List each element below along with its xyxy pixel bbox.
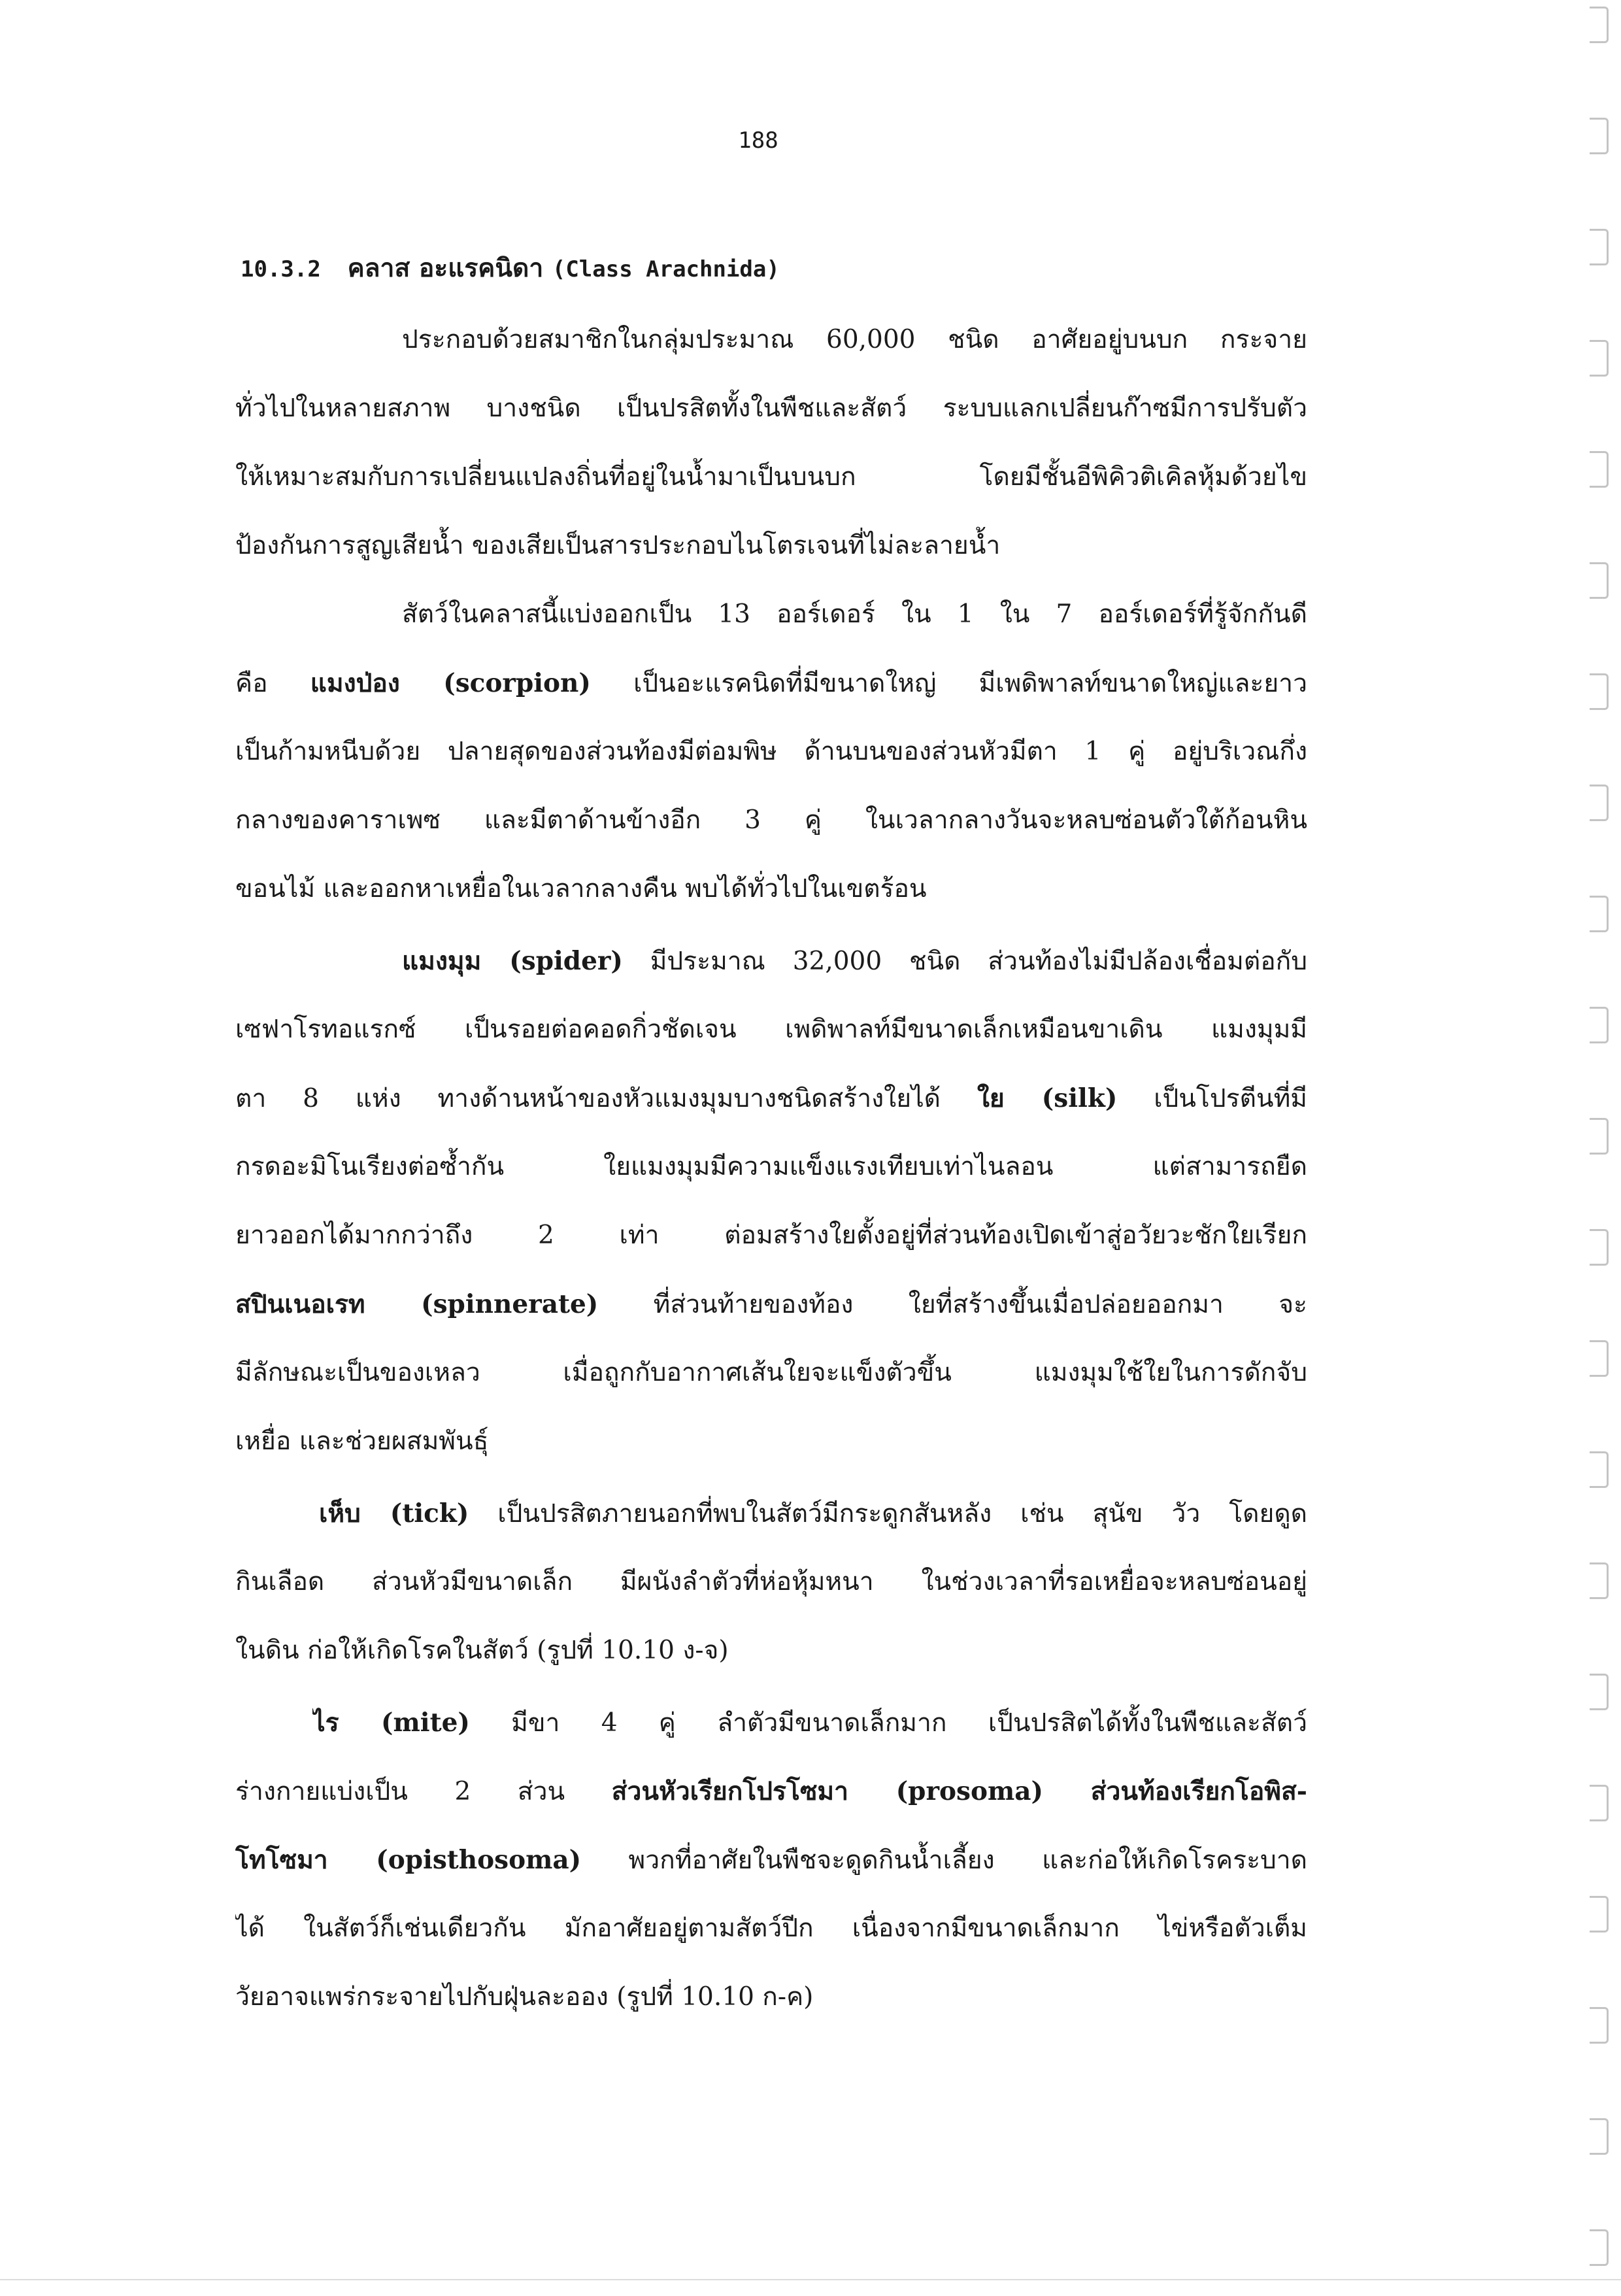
- paragraph-3-line-8: เหยื่อ และช่วยผสมพันธุ์: [235, 1427, 489, 1456]
- text-segment: ร่างกายแบ่งเป็น 2 ส่วน: [235, 1777, 565, 1806]
- term-scorpion: แมงป่อง (scorpion): [310, 668, 591, 698]
- binder-hole: [1590, 340, 1609, 377]
- term-prosoma: ส่วนหัวเรียกโปรโซมา (prosoma) ส่วนท้องเรียกโอพิส-: [611, 1776, 1307, 1806]
- text-segment: เป็นปรสิตภายนอกที่พบในสัตว์มีกระดูกสันหลัง เช่น สุนัข วัว โดยดูด: [497, 1499, 1307, 1528]
- binder-hole: [1590, 1229, 1609, 1266]
- term-mite: ไร (mite): [312, 1708, 470, 1738]
- paragraph-2-line-5: ขอนไม้ และออกหาเหยื่อในเวลากลางคืน พบได้ทั่วไปในเขตร้อน: [235, 874, 927, 903]
- paragraph-4-line-3: ในดิน ก่อให้เกิดโรคในสัตว์ (รูปที่ 10.10 ง-จ): [235, 1636, 729, 1665]
- binder-hole: [1590, 673, 1609, 710]
- binder-hole: [1590, 562, 1609, 599]
- section-title-thai: คลาส อะแรคนิดา: [347, 253, 544, 283]
- text-segment: เป็นโปรตีนที่มี: [1154, 1084, 1307, 1113]
- text-segment: ตา 8 แห่ง ทางด้านหน้าของหัวแมงมุมบางชนิดสร้างใยได้: [235, 1084, 941, 1113]
- section-heading: [241, 248, 1312, 288]
- paragraph-5-line-4: ได้ ในสัตว์ก็เช่นเดียวกัน มักอาศัยอยู่ตามสัตว์ปีก เนื่องจากมีขนาดเล็กมาก ไข่หรือตัวเต็ม: [235, 1914, 1307, 1943]
- binder-hole: [1590, 451, 1609, 488]
- binder-hole: [1590, 896, 1609, 932]
- binder-hole: [1590, 1451, 1609, 1488]
- binder-hole: [1590, 785, 1609, 821]
- paragraph-3-line-2: เซฟาโรทอแรกซ์ เป็นรอยต่อคอดกิ่วชัดเจน เพดิพาลท์มีขนาดเล็กเหมือนขาเดิน แมงมุมมี: [235, 1015, 1307, 1044]
- binder-hole: [1590, 1340, 1609, 1377]
- term-opisthosoma: โทโซมา (opisthosoma): [235, 1845, 582, 1875]
- paragraph-4-line-2: กินเลือด ส่วนหัวมีขนาดเล็ก มีผนังลำตัวที่ห่อหุ้มหนา ในช่วงเวลาที่รอเหยื่อจะหลบซ่อนอยู่: [235, 1567, 1307, 1596]
- section-number: 10.3.2: [241, 256, 321, 282]
- paragraph-3-line-4: กรดอะมิโนเรียงต่อซ้ำกัน ใยแมงมุมมีความแข็งแรงเทียบเท่าไนลอน แต่สามารถยืด: [235, 1152, 1307, 1181]
- binder-hole: [1590, 2118, 1609, 2155]
- term-tick: เห็บ (tick): [319, 1498, 469, 1528]
- binder-hole: [1590, 229, 1609, 265]
- paragraph-3-line-6: [235, 1285, 1307, 1324]
- paragraph-5-line-1: [312, 1703, 1307, 1742]
- paragraph-5-line-5: วัยอาจแพร่กระจายไปกับฝุ่นละออง (รูปที่ 10.10 ก-ค): [235, 1982, 814, 2012]
- binder-hole: [1590, 1007, 1609, 1043]
- paragraph-1-line-2: ทั่วไปในหลายสภาพ บางชนิด เป็นปรสิตทั้งในพืชและสัตว์ ระบบแลกเปลี่ยนก๊าซมีการปรับตัว: [235, 394, 1307, 423]
- paragraph-4-line-1: [319, 1494, 1307, 1533]
- text-segment: เป็นอะแรคนิดที่มีขนาดใหญ่ มีเพดิพาลท์ขนาดใหญ่และยาว: [633, 669, 1307, 698]
- binder-hole: [1590, 1785, 1609, 1821]
- text-segment: พวกที่อาศัยในพืชจะดูดกินน้ำเลี้ยง และก่อให้เกิดโรคระบาด: [628, 1846, 1307, 1875]
- paragraph-2-line-4: กลางของคาราเพซ และมีตาด้านข้างอีก 3 คู่ ในเวลากลางวันจะหลบซ่อนตัวใต้ก้อนหิน: [235, 805, 1307, 835]
- scan-edge-line: [0, 2279, 1621, 2280]
- paragraph-3-line-7: มีลักษณะเป็นของเหลว เมื่อถูกกับอากาศเส้นใยจะแข็งตัวขึ้น แมงมุมใช้ใยในการดักจับ: [235, 1358, 1307, 1387]
- paragraph-1-line-1: ประกอบด้วยสมาชิกในกลุ่มประมาณ 60,000 ชนิด อาศัยอยู่บนบก กระจาย: [402, 325, 1307, 354]
- binder-hole: [1590, 1896, 1609, 1933]
- paragraph-2-line-2: [235, 664, 1307, 703]
- page-number: 188: [738, 127, 778, 154]
- paragraph-5-line-3: [235, 1840, 1307, 1880]
- text-segment: มีขา 4 คู่ ลำตัวมีขนาดเล็กมาก เป็นปรสิตได้ทั้งในพืชและสัตว์: [511, 1708, 1307, 1738]
- paragraph-1-line-3: ให้เหมาะสมกับการเปลี่ยนแปลงถิ่นที่อยู่ในน้ำมาเป็นบนบก โดยมีชั้นอีพิคิวติเคิลหุ้มด้วยไข: [235, 462, 1307, 492]
- paragraph-5-line-2: [235, 1772, 1307, 1811]
- binder-hole: [1590, 1674, 1609, 1710]
- term-spider: แมงมุม (spider): [402, 946, 623, 976]
- paragraph-3-line-1: [402, 941, 1307, 981]
- binder-holes: [1580, 0, 1621, 2296]
- paragraph-3-line-3: [235, 1079, 1307, 1118]
- term-silk: ใย (silk): [977, 1083, 1118, 1113]
- paragraph-3-line-5: ยาวออกได้มากกว่าถึง 2 เท่า ต่อมสร้างใยตั้งอยู่ที่ส่วนท้องเปิดเข้าสู่อวัยวะชักใยเรียก: [235, 1221, 1307, 1250]
- section-title-english: (Class Arachnida): [552, 256, 780, 282]
- binder-hole: [1590, 1118, 1609, 1155]
- binder-hole: [1590, 1562, 1609, 1599]
- binder-hole: [1590, 118, 1609, 154]
- text-segment: ที่ส่วนท้ายของท้อง ใยที่สร้างขึ้นเมื่อปล่อยออกมา จะ: [653, 1290, 1307, 1319]
- binder-hole: [1590, 7, 1609, 43]
- term-spinnerate: สปินเนอเรท (spinnerate): [235, 1289, 599, 1319]
- text-segment: มีประมาณ 32,000 ชนิด ส่วนท้องไม่มีปล้องเชื่อมต่อกับ: [650, 947, 1307, 976]
- text-segment: คือ: [235, 669, 268, 698]
- paragraph-1-line-4: ป้องกันการสูญเสียน้ำ ของเสียเป็นสารประกอบไนโตรเจนที่ไม่ละลายน้ำ: [235, 531, 1001, 560]
- paragraph-2-line-3: เป็นก้ามหนีบด้วย ปลายสุดของส่วนท้องมีต่อมพิษ ด้านบนของส่วนหัวมีตา 1 คู่ อยู่บริเวณกึ่ง: [235, 737, 1307, 766]
- binder-hole: [1590, 2229, 1609, 2266]
- paragraph-2-line-1: สัตว์ในคลาสนี้แบ่งออกเป็น 13 ออร์เดอร์ ใน 1 ใน 7 ออร์เดอร์ที่รู้จักกันดี: [402, 599, 1307, 629]
- binder-hole: [1590, 2007, 1609, 2044]
